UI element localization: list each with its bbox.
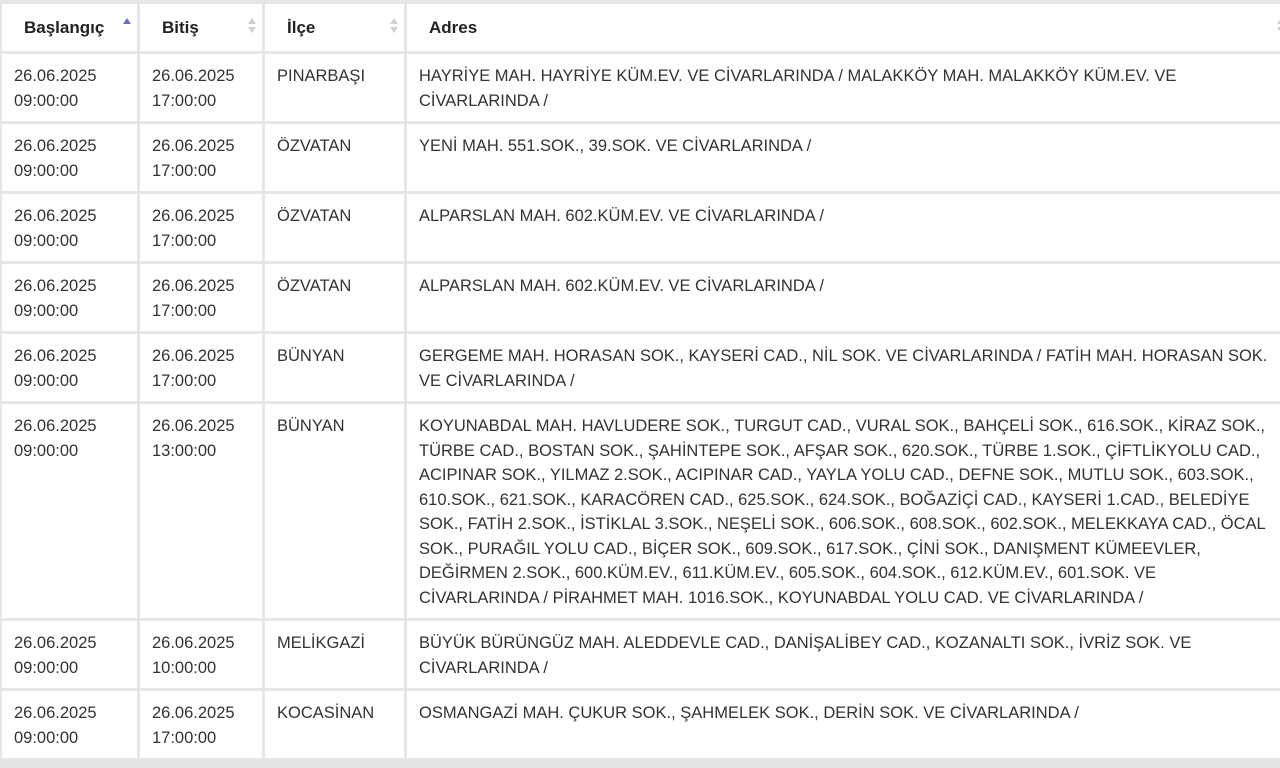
table-row (2, 621, 1280, 688)
address-cell (407, 264, 1280, 331)
end-time: 17:00:00 (152, 231, 217, 250)
address-text: YENİ MAH. 551.SOK., 39.SOK. VE CİVARLARINDA / (419, 137, 812, 155)
end-cell (140, 334, 262, 401)
column-header-start[interactable] (2, 4, 137, 51)
address-cell (407, 404, 1280, 618)
start-date: 26.06.2025 (14, 347, 97, 365)
start-time: 09:00:00 (14, 91, 79, 110)
start-date: 26.06.2025 (14, 704, 97, 722)
district-cell (265, 621, 404, 688)
start-time: 09:00:00 (14, 728, 79, 747)
district-name: BÜNYAN (277, 347, 345, 365)
end-date: 26.06.2025 (152, 67, 235, 85)
start-date: 26.06.2025 (14, 417, 97, 435)
start-date: 26.06.2025 (14, 67, 97, 85)
start-cell (2, 621, 137, 688)
address-text: BÜYÜK BÜRÜNGÜZ MAH. ALEDDEVLE CAD., DANİŞALİBEY CAD., KOZANALTI SOK., İVRİZ SOK. VE CİVARLARINDA / (419, 634, 1192, 677)
column-header-label: Başlangıç (24, 17, 105, 37)
start-cell (2, 194, 137, 261)
start-date: 26.06.2025 (14, 634, 97, 652)
address-text: OSMANGAZİ MAH. ÇUKUR SOK., ŞAHMELEK SOK., DERİN SOK. VE CİVARLARINDA / (419, 704, 1079, 722)
district-name: PINARBAŞI (277, 67, 366, 85)
address-text: ALPARSLAN MAH. 602.KÜM.EV. VE CİVARLARINDA / (419, 277, 825, 295)
end-time: 10:00:00 (152, 658, 217, 677)
start-time: 09:00:00 (14, 658, 79, 677)
outage-table (0, 1, 1280, 761)
address-cell (407, 334, 1280, 401)
district-cell (265, 264, 404, 331)
district-cell (265, 334, 404, 401)
district-name: ÖZVATAN (277, 137, 352, 155)
district-cell (265, 404, 404, 618)
address-cell (407, 621, 1280, 688)
district-cell (265, 54, 404, 121)
address-cell (407, 691, 1280, 758)
start-time: 09:00:00 (14, 371, 79, 390)
end-time: 17:00:00 (152, 371, 217, 390)
district-name: BÜNYAN (277, 417, 345, 435)
end-time: 17:00:00 (152, 301, 217, 320)
address-cell (407, 194, 1280, 261)
table-row (2, 334, 1280, 401)
end-cell (140, 264, 262, 331)
table-row (2, 691, 1280, 758)
start-date: 26.06.2025 (14, 137, 97, 155)
start-cell (2, 334, 137, 401)
start-time: 09:00:00 (14, 441, 79, 460)
start-date: 26.06.2025 (14, 207, 97, 225)
table-row (2, 124, 1280, 191)
end-date: 26.06.2025 (152, 347, 235, 365)
district-cell (265, 691, 404, 758)
start-cell (2, 264, 137, 331)
end-date: 26.06.2025 (152, 417, 235, 435)
address-text: KOYUNABDAL MAH. HAVLUDERE SOK., TURGUT CAD., VURAL SOK., BAHÇELİ SOK., 616.SOK., KİRAZ SOK., TÜRBE CAD., BOSTAN SOK., ŞAHİNTEPE SOK., AFŞAR SOK., 620.SOK., TÜRBE 1.SOK., ÇİFTLİKYOLU CAD., ACIPINAR SOK., YILMAZ 2.SOK., ACIPINAR CAD., YAYLA YOLU CAD., DEFNE SOK., MUTLU SOK., 603.SOK., 610.SOK., 621.SOK., KARACÖREN CAD., 625.SOK., 624.SOK., BOĞAZİÇİ CAD., KAYSERİ 1.CAD., BELEDİYE SOK., FATİH 2.SOK., İSTİKLAL 3.SOK., NEŞELİ SOK., 606.SOK., 608.SOK., 602.SOK., MELEKKAYA CAD., ÖCAL SOK., PURAĞIL YOLU CAD., BİÇER SOK., 609.SOK., 617.SOK., ÇİNİ SOK., DANIŞMENT KÜMEEVLER, DEĞİRMEN 2.SOK., 600.KÜM.EV., 611.KÜM.EV., 605.SOK., 604.SOK., 612.KÜM.EV., 601.SOK. VE CİVARLARINDA / PİRAHMET MAH. 1016.SOK., KOYUNABDAL YOLU CAD. VE CİVARLARINDA / (419, 417, 1266, 607)
address-text: ALPARSLAN MAH. 602.KÜM.EV. VE CİVARLARINDA / (419, 207, 825, 225)
end-cell (140, 404, 262, 618)
sort-ascending-icon (123, 17, 131, 35)
district-cell (265, 124, 404, 191)
end-date: 26.06.2025 (152, 634, 235, 652)
address-cell (407, 54, 1280, 121)
district-name: MELİKGAZİ (277, 634, 366, 652)
column-header-label: İlçe (287, 17, 316, 37)
end-time: 17:00:00 (152, 728, 217, 747)
start-cell (2, 124, 137, 191)
address-cell (407, 124, 1280, 191)
table-body (2, 54, 1280, 758)
start-time: 09:00:00 (14, 161, 79, 180)
sort-icon (248, 17, 256, 35)
table-row (2, 54, 1280, 121)
district-cell (265, 194, 404, 261)
start-time: 09:00:00 (14, 301, 79, 320)
column-header-label: Adres (429, 17, 478, 37)
district-name: ÖZVATAN (277, 207, 352, 225)
end-date: 26.06.2025 (152, 704, 235, 722)
end-cell (140, 691, 262, 758)
end-cell (140, 124, 262, 191)
end-date: 26.06.2025 (152, 137, 235, 155)
start-cell (2, 54, 137, 121)
end-cell (140, 194, 262, 261)
start-date: 26.06.2025 (14, 277, 97, 295)
address-text: HAYRİYE MAH. HAYRİYE KÜM.EV. VE CİVARLARINDA / MALAKKÖY MAH. MALAKKÖY KÜM.EV. VE CİVARLARINDA / (419, 67, 1177, 110)
sort-icon (390, 17, 398, 35)
column-header-address[interactable] (407, 4, 1280, 51)
end-cell (140, 54, 262, 121)
table-header-row (2, 4, 1280, 51)
district-name: KOCASİNAN (277, 704, 375, 722)
end-date: 26.06.2025 (152, 277, 235, 295)
end-date: 26.06.2025 (152, 207, 235, 225)
end-time: 17:00:00 (152, 161, 217, 180)
end-time: 17:00:00 (152, 91, 217, 110)
column-header-end[interactable] (140, 4, 262, 51)
table-row (2, 264, 1280, 331)
district-name: ÖZVATAN (277, 277, 352, 295)
start-cell (2, 404, 137, 618)
start-cell (2, 691, 137, 758)
table-row (2, 194, 1280, 261)
column-header-district[interactable] (265, 4, 404, 51)
address-text: GERGEME MAH. HORASAN SOK., KAYSERİ CAD., NİL SOK. VE CİVARLARINDA / FATİH MAH. HORASAN SOK. VE CİVARLARINDA / (419, 347, 1268, 390)
end-cell (140, 621, 262, 688)
table-row (2, 404, 1280, 618)
column-header-label: Bitiş (162, 17, 199, 37)
start-time: 09:00:00 (14, 231, 79, 250)
end-time: 13:00:00 (152, 441, 217, 460)
